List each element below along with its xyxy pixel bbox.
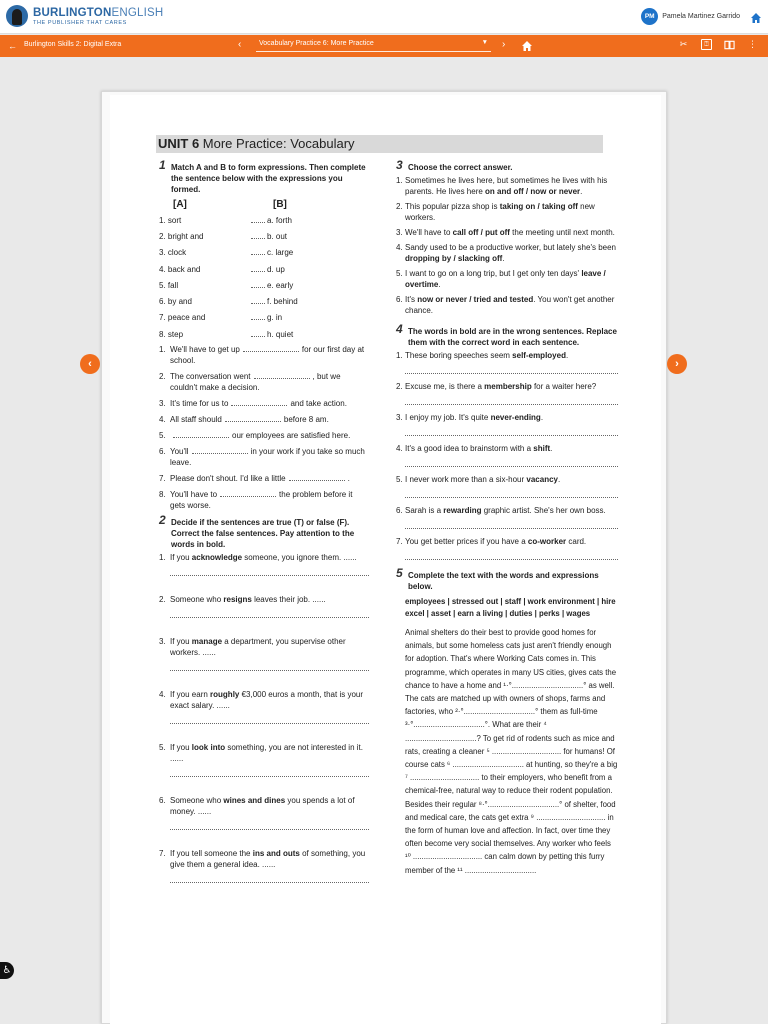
item-text-start: Sarah is a <box>405 506 444 515</box>
match-item-b-text: a. forth <box>267 215 292 225</box>
user-name[interactable]: Pamela Martinez Garrido <box>662 13 740 20</box>
item-text <box>170 553 357 562</box>
item-number: 4. <box>396 243 403 252</box>
answer-box-icon[interactable]: ⍰ <box>701 39 712 50</box>
item-text-start: It's <box>405 295 418 304</box>
answer-blank[interactable] <box>225 421 281 422</box>
item-text <box>405 444 552 453</box>
chevron-down-icon: ▼ <box>481 39 488 46</box>
user-menu[interactable] <box>641 8 762 25</box>
answer-blank[interactable] <box>251 254 265 255</box>
sentence-end: in your work if you take so much leave. <box>170 447 365 468</box>
course-link[interactable]: Burlington Skills 2: Digital Extra <box>24 41 122 48</box>
match-item-a: 7. peace and <box>159 313 206 323</box>
match-item-a: 6. by and <box>159 297 192 307</box>
item-bold: rewarding <box>443 506 482 515</box>
item-text-start: You get better prices if you have a <box>405 537 528 546</box>
item-number: 4. <box>159 415 166 425</box>
item-text-start: I want to go on a long trip, but I get only ten days' <box>405 269 582 278</box>
item-text-end: something, you are not interested in it. ...... <box>170 743 363 764</box>
logo-icon <box>6 3 28 29</box>
item-bold: wines and dines <box>223 796 286 806</box>
answer-line[interactable] <box>405 435 618 436</box>
match-item-a: 8. step <box>159 329 184 339</box>
item-text-start: This popular pizza shop is <box>405 202 500 211</box>
activity-select[interactable] <box>256 38 491 52</box>
item-number: 3. <box>159 637 166 647</box>
answer-blank[interactable] <box>251 336 265 337</box>
answer-blank[interactable] <box>243 351 299 352</box>
item-text-end: . You won't get another chance. <box>405 295 615 315</box>
item-text <box>170 849 365 869</box>
item-number: 5. <box>396 269 403 278</box>
item-text <box>405 228 615 237</box>
item-number: 7. <box>159 474 166 484</box>
match-row <box>159 310 369 326</box>
match-item-b <box>251 280 293 291</box>
avatar[interactable]: PM <box>641 8 658 25</box>
answer-line[interactable] <box>405 373 618 374</box>
item-text <box>170 637 346 657</box>
exercise-item <box>159 689 369 724</box>
item-bold: on and off / now or never <box>485 187 581 196</box>
answer-line[interactable] <box>405 497 618 498</box>
word-box <box>405 596 618 620</box>
match-item-b <box>251 264 285 275</box>
sentence-end: our employees are satisfied here. <box>232 431 351 441</box>
sentence <box>159 371 369 393</box>
item-text-start: Someone who <box>170 796 224 806</box>
sentence-start: The conversation went <box>170 372 251 382</box>
item-number: 6. <box>396 295 403 304</box>
exercise-item <box>396 412 618 436</box>
item-text-start: I never work more than a six-hour <box>405 475 527 484</box>
word-box-line: excel | asset | earn a living | duties | perks | wages <box>405 609 591 618</box>
item-text <box>405 413 543 422</box>
match-row <box>159 293 369 309</box>
answer-line[interactable] <box>170 670 369 671</box>
match-item-a: 4. back and <box>159 264 201 274</box>
item-text-end: . <box>540 413 544 422</box>
answer-blank[interactable] <box>251 287 265 288</box>
sentence-end: and take action. <box>290 399 347 409</box>
item-number: 8. <box>159 490 166 500</box>
exercise-2-heading: 2 Decide if the sentences are true (T) or false (F). Correct the false sentences. Pay attention to the words in bold. <box>159 513 355 550</box>
item-number: 7. <box>159 849 166 859</box>
item-number: 4. <box>159 690 166 700</box>
exercise-item <box>396 201 618 223</box>
item-bold: co-worker <box>527 537 567 546</box>
item-text-end: . <box>550 444 553 453</box>
item-number: 5. <box>396 475 403 484</box>
right-column <box>396 158 618 877</box>
answer-line[interactable] <box>405 559 618 560</box>
item-text <box>170 796 355 816</box>
sentence <box>159 489 369 511</box>
answer-line[interactable] <box>405 404 618 405</box>
match-item-b <box>251 215 292 226</box>
exercise-item <box>396 381 618 405</box>
item-text-end: . <box>557 475 561 484</box>
logo-tagline: THE PUBLISHER THAT CARES <box>33 19 127 26</box>
item-number: 3. <box>159 399 166 409</box>
home-icon[interactable] <box>521 39 533 51</box>
item-text-start: If you <box>170 743 192 753</box>
item-number: 1. <box>159 553 166 563</box>
item-text <box>405 243 616 263</box>
item-text-start: If you <box>170 637 192 647</box>
item-text <box>405 382 596 391</box>
item-text <box>405 506 606 515</box>
item-text-end: of something, you give them a general idea. ...... <box>170 849 366 870</box>
item-number: 2. <box>396 202 403 211</box>
answer-blank[interactable] <box>289 480 345 481</box>
item-number: 6. <box>159 796 166 806</box>
accessibility-icon[interactable]: ♿ <box>0 962 14 979</box>
item-bold: taking on / taking off <box>499 202 578 211</box>
sentence <box>159 446 369 468</box>
exercise-item <box>396 350 618 374</box>
match-item-a: 5. fall <box>159 280 179 290</box>
prev-activity-icon[interactable]: ‹ <box>238 39 242 50</box>
exercise-item <box>159 795 369 830</box>
item-text-end: . <box>502 254 505 263</box>
toolbar <box>678 39 758 50</box>
match-list <box>159 212 369 342</box>
sentence-end: , but we couldn't make a decision. <box>170 372 341 393</box>
back-arrow-icon[interactable]: ← <box>8 41 17 51</box>
item-bold: membership <box>484 382 532 391</box>
match-item-b <box>251 296 298 307</box>
answer-line[interactable] <box>170 617 369 618</box>
item-text-start: Sandy used to be a productive worker, but lately she's been <box>405 243 616 252</box>
sentence <box>159 344 369 366</box>
tools-icon[interactable]: ✂ <box>679 39 688 49</box>
match-item-a: 1. sort <box>159 215 182 225</box>
exercise-item <box>396 505 618 529</box>
word-box-line: employees | stressed out | staff | work environment | hire <box>405 597 616 606</box>
exercise-item <box>159 552 369 576</box>
item-number: 2. <box>396 382 403 391</box>
exercise-3-heading: 3 Choose the correct answer. <box>396 158 513 172</box>
answer-line[interactable] <box>170 776 369 777</box>
exercise-1-sentences <box>159 344 369 511</box>
item-text <box>405 475 560 484</box>
item-text-end: the meeting until next month. <box>509 228 615 237</box>
item-text <box>170 743 363 763</box>
sentence-end: for our first day at school. <box>170 345 365 366</box>
item-text-end: a department, you supervise other workers. ...... <box>170 637 346 658</box>
answer-blank[interactable] <box>251 238 265 239</box>
exercise-item <box>396 443 618 467</box>
item-bold: now or never / tried and tested <box>417 295 534 304</box>
exercise-item <box>396 242 618 264</box>
item-bold: manage <box>191 637 223 647</box>
item-bold: shift <box>533 444 551 453</box>
item-text <box>405 295 614 315</box>
item-number: 1. <box>396 176 403 185</box>
sentence-start: All staff should <box>170 415 222 425</box>
answer-blank[interactable] <box>251 271 265 272</box>
item-bold: acknowledge <box>191 553 243 563</box>
match-row <box>159 261 369 277</box>
item-bold: resigns <box>223 595 252 605</box>
match-item-b <box>251 247 293 258</box>
item-text-start: I enjoy my job. It's quite <box>405 413 491 422</box>
match-item-b-text: d. up <box>267 264 285 274</box>
match-row <box>159 326 369 342</box>
item-text-start: Someone who <box>170 595 224 605</box>
item-number: 3. <box>396 413 403 422</box>
item-text-start: If you tell someone the <box>170 849 253 859</box>
item-text <box>405 351 568 360</box>
item-text-start: Excuse me, is there a <box>405 382 485 391</box>
answer-blank[interactable] <box>231 405 287 406</box>
item-text-start: If you <box>170 553 192 563</box>
item-text <box>405 537 586 546</box>
item-text <box>405 176 607 196</box>
item-bold: call off / put off <box>452 228 510 237</box>
item-text-end: leaves their job. ...... <box>251 595 326 605</box>
exercise-item <box>396 294 618 316</box>
next-page-button[interactable]: › <box>667 354 687 374</box>
exercise-item <box>159 742 369 777</box>
book-icon[interactable] <box>724 39 735 50</box>
answer-line[interactable] <box>405 466 618 467</box>
sentence-end: before 8 am. <box>283 415 329 425</box>
answer-blank[interactable] <box>192 453 248 454</box>
item-number: 6. <box>396 506 403 515</box>
item-bold: vacancy <box>526 475 558 484</box>
exercise-item <box>396 536 618 560</box>
answer-line[interactable] <box>170 882 369 883</box>
item-text-end: new workers. <box>405 202 595 222</box>
exercise-item <box>396 175 618 197</box>
item-bold: roughly <box>210 690 240 700</box>
item-number: 2. <box>159 372 166 382</box>
answer-blank[interactable] <box>173 437 229 438</box>
match-headers: [A] [B] <box>173 199 287 210</box>
item-text <box>170 595 326 604</box>
sentence <box>159 430 369 441</box>
match-item-b-text: c. large <box>267 248 294 258</box>
match-item-a: 3. clock <box>159 248 187 258</box>
answer-line[interactable] <box>170 723 369 724</box>
item-text-end: for a waiter here? <box>531 382 597 391</box>
item-text-start: Sometimes he lives here, but sometimes he lives with his parents. He lives here <box>405 176 608 196</box>
match-item-b-text: f. behind <box>267 297 298 307</box>
item-text-end: . <box>580 187 583 196</box>
exercise-item <box>396 268 618 290</box>
item-text-end: . <box>438 280 441 289</box>
item-text-end: someone, you ignore them. ...... <box>242 553 357 563</box>
match-row <box>159 228 369 244</box>
match-item-b-text: g. in <box>267 313 283 323</box>
item-number: 5. <box>159 431 166 441</box>
match-item-b-text: e. early <box>267 280 294 290</box>
home-icon[interactable] <box>750 11 762 23</box>
item-text-end: €3,000 euros a month, that is your exact salary. ...... <box>170 690 364 711</box>
logo-title: BURLINGTONENGLISH <box>33 6 164 19</box>
exercise-3-items <box>396 175 618 316</box>
item-text-end: . <box>565 351 569 360</box>
answer-blank[interactable] <box>251 222 265 223</box>
exercise-item <box>396 227 618 238</box>
answer-line[interactable] <box>405 528 618 529</box>
match-item-b-text: h. quiet <box>267 329 294 339</box>
sentence-start: It's time for us to <box>170 399 229 409</box>
app-header <box>0 0 768 34</box>
unit-title: UNIT 6 More Practice: Vocabulary <box>158 136 355 151</box>
item-number: 2. <box>159 595 166 605</box>
match-row <box>159 245 369 261</box>
answer-blank[interactable] <box>251 319 265 320</box>
exercise-5-passage: Animal shelters do their best to provide good homes for animals, but some homeless cats just aren't friendly enough for adoption. That's where Working Cats comes in. This programme, which operates in many US cities, gives cats the chance to have a home and ¹·°.................................° as well. The cats are matched up with owners of shops, farms and factories, who ²·°.................................° them as full-time ³·°.................................°. What are their ⁴ .................................? To get rid of rodents such as mice and rats, creating a cleaner ⁵ ................................ for humans! Of course cats ⁶ ................................. at hunting, so they're a big ⁷ ................................ to their employers, who benefit from a chemical-free, natural way to reduce their rodent population. Besides their regular ⁸·°.................................° of shelter, food and medical care, the cats get extra ⁹ ................................ in the form of human love and affection. In fact, over time they often become very social themselves. Any worker who feels ¹⁰ ................................ can calm down by petting this furry member of the ¹¹ ................................. <box>405 628 618 875</box>
left-column <box>159 158 369 901</box>
exercise-item <box>159 594 369 618</box>
sentence <box>159 414 369 425</box>
answer-blank[interactable] <box>220 496 276 497</box>
item-number: 1. <box>396 351 403 360</box>
item-number: 1. <box>159 345 166 355</box>
activity-navbar <box>0 35 768 57</box>
item-bold: self-employed <box>512 351 566 360</box>
exercise-4-heading: 4 The words in bold are in the wrong sentences. Replace them with the correct word in each sentence. <box>396 322 617 347</box>
more-menu-icon[interactable]: ⋮ <box>748 39 757 49</box>
match-item-a: 2. bright and <box>159 231 204 241</box>
item-bold: dropping by / slacking off <box>405 254 503 263</box>
match-row <box>159 212 369 228</box>
item-text-start: These boring speeches seem <box>405 351 513 360</box>
item-bold: ins and outs <box>252 849 300 859</box>
burlington-logo[interactable] <box>6 3 163 29</box>
item-number: 4. <box>396 444 403 453</box>
exercise-item <box>396 474 618 498</box>
match-item-b <box>251 231 287 242</box>
item-text-end: you spends a lot of money. ...... <box>170 796 355 817</box>
next-activity-icon[interactable]: › <box>502 39 506 50</box>
sentence-end: . <box>347 474 350 484</box>
answer-blank[interactable] <box>254 378 310 379</box>
item-text-start: We'll have to <box>405 228 453 237</box>
item-bold: look into <box>191 743 226 753</box>
exercise-4-items <box>396 350 618 560</box>
item-text-start: If you earn <box>170 690 211 700</box>
match-item-b <box>251 312 282 323</box>
item-number: 7. <box>396 537 403 546</box>
exercise-1-heading: 1 Match A and B to form expressions. Then complete the sentence below with the expressions you formed. <box>159 158 366 194</box>
exercise-item <box>159 848 369 883</box>
item-number: 6. <box>159 447 166 457</box>
exercise-5-heading: 5 Complete the text with the words and expressions below. <box>396 566 599 591</box>
exercise-2-items <box>159 552 369 883</box>
sentence-start: You'll have to <box>170 490 218 500</box>
prev-page-button[interactable]: ‹ <box>80 354 100 374</box>
answer-line[interactable] <box>170 575 369 576</box>
exercise-item <box>159 636 369 671</box>
item-bold: never-ending <box>490 413 541 422</box>
item-text <box>405 202 595 222</box>
match-item-b <box>251 329 293 340</box>
answer-blank[interactable] <box>251 303 265 304</box>
item-text <box>405 269 606 289</box>
item-bold: leave / overtime <box>405 269 606 289</box>
sentence-start: Please don't shout. I'd like a little <box>170 474 286 484</box>
item-text-start: It's a good idea to brainstorm with a <box>405 444 534 453</box>
item-number: 3. <box>396 228 403 237</box>
match-row <box>159 277 369 293</box>
sentence <box>159 398 369 409</box>
item-text <box>170 690 363 710</box>
sentence-end: the problem before it gets worse. <box>170 490 353 511</box>
activity-select-label: Vocabulary Practice 6: More Practice <box>259 40 374 47</box>
item-text-end: graphic artist. She's her own boss. <box>481 506 606 515</box>
sentence-start: You'll <box>170 447 189 457</box>
match-item-b-text: b. out <box>267 231 288 241</box>
sentence-start: We'll have to get up <box>170 345 240 355</box>
answer-line[interactable] <box>170 829 369 830</box>
item-text-end: card. <box>566 537 587 546</box>
sentence <box>159 473 369 484</box>
item-number: 5. <box>159 743 166 753</box>
